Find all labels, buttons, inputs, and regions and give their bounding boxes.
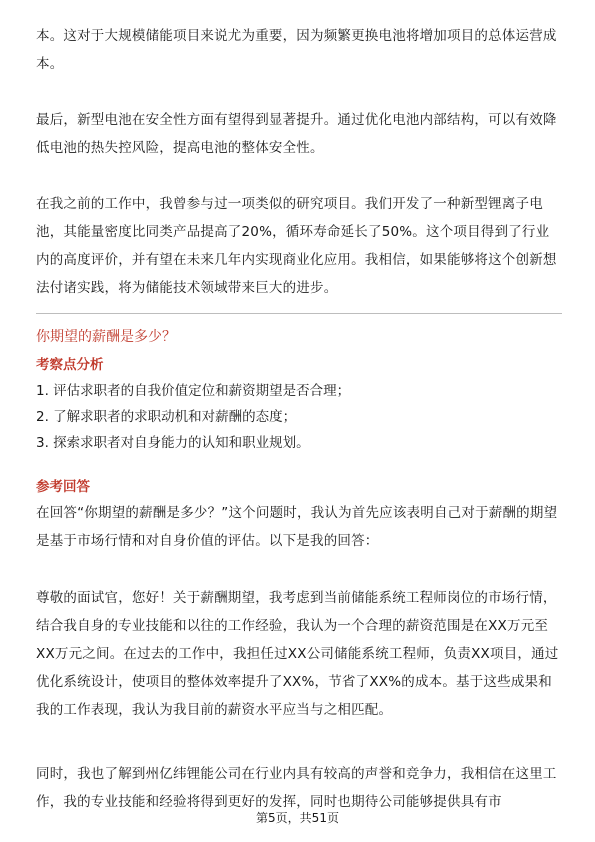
page-number-footer: 第5页，共51页 xyxy=(256,811,339,825)
analysis-item: 2. 了解求职者的求职动机和对薪酬的态度； xyxy=(36,409,297,425)
paragraph-battery-cost: 本。这对于大规模储能项目来说尤为重要，因为频繁更换电池将增加项目的总体运营成本。 xyxy=(36,28,557,72)
answer-closing-paragraph: 同时，我也了解到州亿纬锂能公司在行业内具有较高的声誉和竞争力，我相信在这里工作，我的专业技能和经验将得到更好的发挥，同时也期待公司能够提供具有市 xyxy=(36,766,557,810)
answer-main-paragraph: 尊敬的面试官，您好！关于薪酬期望，我考虑到当前储能系统工程师岗位的市场行情，结合我自身的专业技能和以往的工作经验，我认为一个合理的薪资范围是在XX万元至XX万元之间。在过去的工作中，我担任过XX公司储能系统工程师，负责XX项目，通过优化系统设计，使项目的整体效率提升了XX%，节省了XX%的成本。基于这些成果和我的工作表现，我认为我目前的薪资水平应当与之相匹配。 xyxy=(36,590,559,718)
paragraph-battery-safety: 最后，新型电池在安全性方面有望得到显著提升。通过优化电池内部结构，可以有效降低电池的热失控风险，提高电池的整体安全性。 xyxy=(36,112,557,156)
analysis-list xyxy=(36,378,562,456)
answer-intro-paragraph: 在回答“你期望的薪酬是多少？”这个问题时，我认为首先应该表明自己对于薪酬的期望是基于市场行情和对自身价值的评估。以下是我的回答： xyxy=(36,505,558,549)
section-divider xyxy=(36,313,562,314)
analysis-heading: 考察点分析 xyxy=(36,357,104,373)
question-title: 你期望的薪酬是多少？ xyxy=(36,329,176,345)
answer-heading: 参考回答 xyxy=(36,479,90,495)
analysis-item: 3. 探索求职者对自身能力的认知和职业规划。 xyxy=(36,435,310,451)
paragraph-past-project: 在我之前的工作中，我曾参与过一项类似的研究项目。我们开发了一种新型锂离子电池，其能量密度比同类产品提高了20%，循环寿命延长了50%。这个项目得到了行业内的高度评价，并有望在未来几年内实现商业化应用。我相信，如果能够将这个创新想法付诸实践，将为储能技术领域带来巨大的进步。 xyxy=(36,196,557,296)
analysis-item: 1. 评估求职者的自我价值定位和薪资期望是否合理； xyxy=(36,383,351,399)
